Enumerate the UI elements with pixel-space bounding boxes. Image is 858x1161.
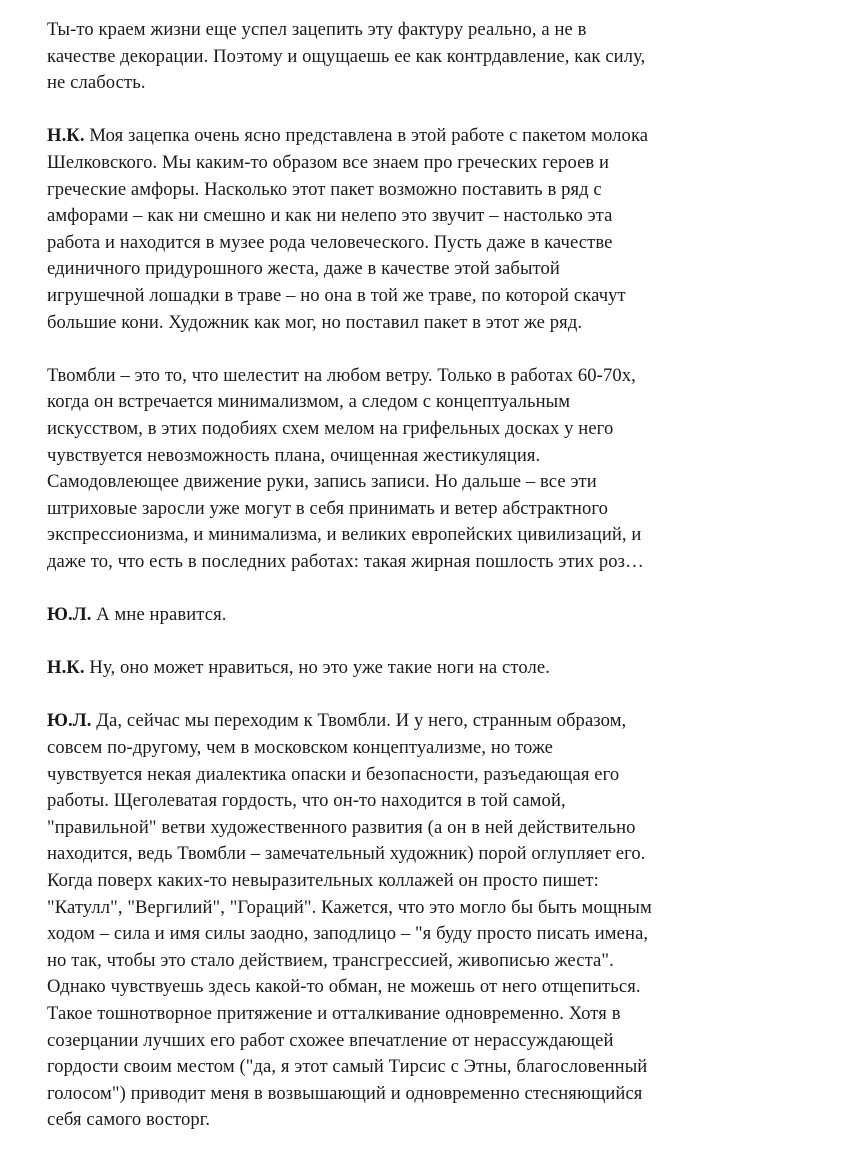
text-line: когда он встречается минимализмом, а следом с концептуальным <box>47 391 571 413</box>
text-line: голосом") приводит меня в возвышающий и одновременно стесняющийся <box>47 1082 643 1104</box>
text-line <box>47 655 837 682</box>
text-line: качестве декорации. Поэтому и ощущаешь ее как контрдавление, как силу, <box>47 45 646 67</box>
text-line: амфорами – как ни смешно и как ни нелепо это звучит – настолько эта <box>47 205 613 227</box>
text-line: Твомбли – это то, что шелестит на любом ветру. Только в работах 60-70х, <box>47 364 636 386</box>
text-line: находится, ведь Твомбли – замечательный художник) порой оглупляет его. <box>47 843 646 865</box>
text-line <box>47 602 837 629</box>
speaker-label: Ю.Л. <box>47 604 92 626</box>
text-line: работа и находится в музее рода человеческого. Пусть даже в качестве <box>47 231 613 253</box>
text-line-content: А мне нравится. <box>96 604 227 626</box>
text-line: Шелковского. Мы каким-то образом все знаем про греческих героев и <box>47 151 610 173</box>
text-line: даже то, что есть в последних работах: такая жирная пошлость этих роз… <box>47 550 644 572</box>
text-line: греческие амфоры. Насколько этот пакет возможно поставить в ряд с <box>47 178 602 200</box>
text-line: "Катулл", "Вергилий", "Гораций". Кажется, что это могло бы быть мощным <box>47 896 652 918</box>
paragraph <box>47 655 837 682</box>
text-line-content: Да, сейчас мы переходим к Твомбли. И у него, странным образом, <box>96 710 627 732</box>
text-line-content: Ну, оно может нравиться, но это уже такие ноги на столе. <box>89 657 550 679</box>
text-line: совсем по-другому, чем в московском концептуализме, но тоже <box>47 737 554 759</box>
speaker-label: Н.К. <box>47 125 85 147</box>
text-line: Ты-то краем жизни еще успел зацепить эту фактуру реально, а не в <box>47 19 587 40</box>
speaker-label: Н.К. <box>47 657 85 679</box>
text-line: большие кони. Художник как мог, но поставил пакет в этот же ряд. <box>47 311 583 333</box>
paragraph <box>47 17 837 97</box>
text-line: игрушечной лошадки в траве – но она в той же траве, по которой скачут <box>47 284 626 306</box>
paragraph <box>47 363 837 576</box>
text-line: штриховые заросли уже могут в себя принимать и ветер абстрактного <box>47 497 609 519</box>
text-line: искусством, в этих подобиях схем мелом на грифельных досках у него <box>47 417 614 439</box>
text-line: но так, чтобы это стало действием, трансгрессией, живописью жеста". <box>47 949 614 971</box>
text-line: Когда поверх каких-то невыразительных коллажей он просто пишет: <box>47 870 599 891</box>
text-line: "правильной" ветви художественного развития (а он в ней действительно <box>47 816 636 838</box>
text-line: Однако чувствуешь здесь какой-то обман, не можешь от него отщепиться. <box>47 976 641 998</box>
text-line: работы. Щеголеватая гордость, что он-то находится в той самой, <box>47 790 566 812</box>
text-line-content: Моя зацепка очень ясно представлена в этой работе с пакетом молока <box>89 125 649 147</box>
speaker-label: Ю.Л. <box>47 710 92 732</box>
text-line: единичного придурошного жеста, даже в качестве этой забытой <box>47 258 560 280</box>
text-line: Такое тошнотворное притяжение и отталкивание одновременно. Хотя в <box>47 1002 621 1024</box>
text-line: экспрессионизма, и минимализма, и великих европейских цивилизаций, и <box>47 524 642 546</box>
paragraph <box>47 123 837 336</box>
text-line: гордости своим местом ("да, я этот самый Тирсис с Этны, благословенный <box>47 1056 648 1078</box>
paragraph <box>47 708 837 1134</box>
article-body <box>47 17 837 1161</box>
text-line: созерцании лучших его работ схожее впечатление от нерассуждающей <box>47 1029 614 1051</box>
text-line: Самодовлеющее движение руки, запись записи. Но дальше – все эти <box>47 471 597 493</box>
text-line <box>47 123 837 150</box>
text-line: ходом – сила и имя силы заодно, заподлицо – "я буду просто писать имена, <box>47 923 649 945</box>
text-line: чувствуется некая диалектика опаски и безопасности, разъедающая его <box>47 763 620 785</box>
text-line: себя самого восторг. <box>47 1109 211 1131</box>
text-line: не слабость. <box>47 72 146 94</box>
text-line <box>47 708 837 735</box>
text-line: чувствуется невозможность плана, очищенная жестикуляция. <box>47 444 541 466</box>
paragraph <box>47 602 837 629</box>
